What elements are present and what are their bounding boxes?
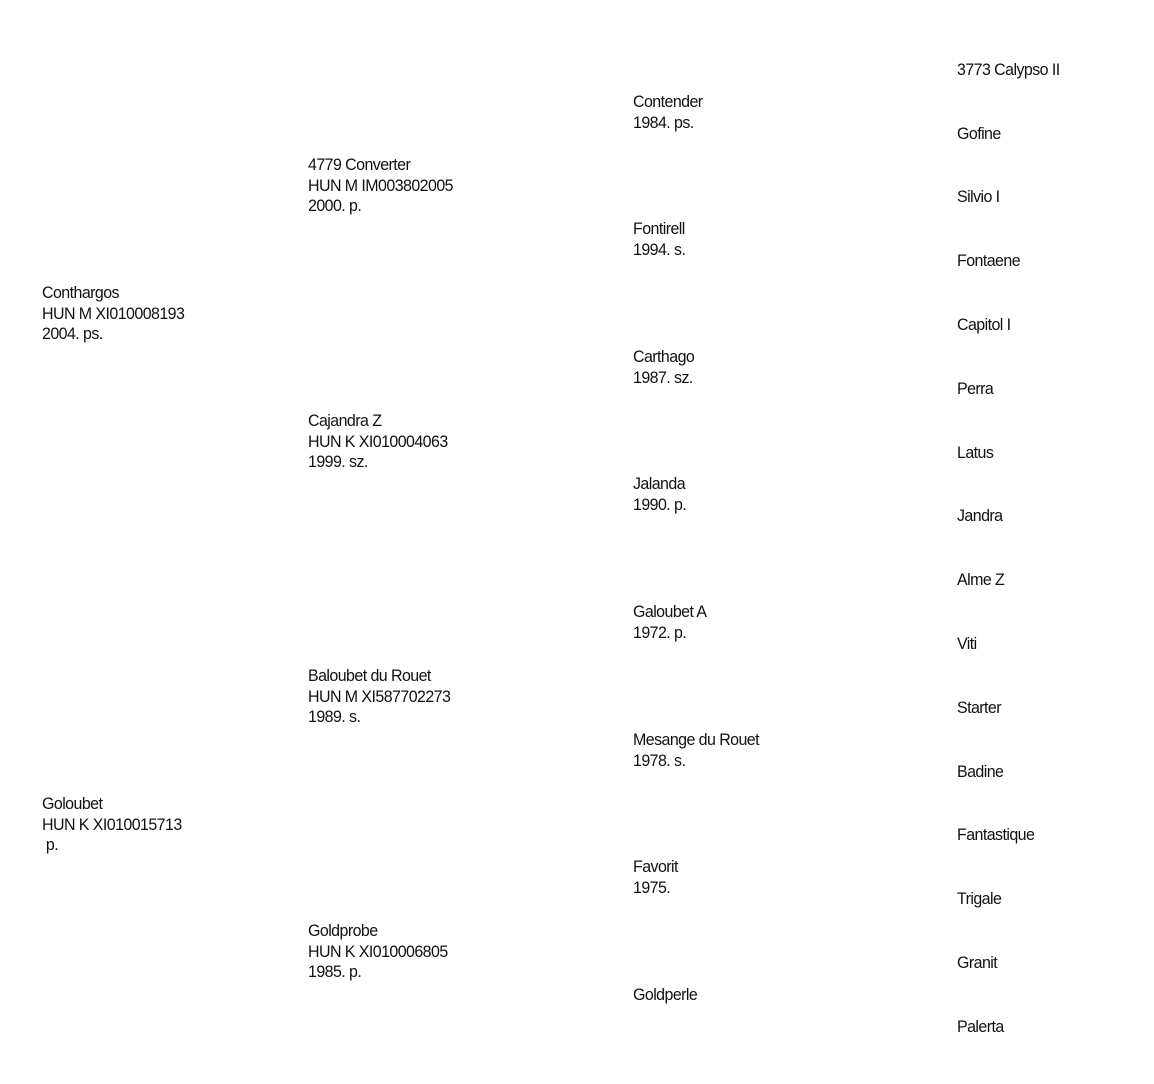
horse-birth: 1999. sz. <box>308 452 368 471</box>
horse-registration: HUN K XI010006805 <box>308 941 448 961</box>
horse-birth: p. <box>42 835 59 854</box>
horse-registration: HUN K XI010015713 <box>42 814 182 834</box>
horse-registration: HUN M XI010008193 <box>42 303 185 323</box>
horse-birth: 1978. s. <box>633 750 686 770</box>
horse-birth: 1975. <box>633 877 671 897</box>
horse-name: Badine <box>957 762 1004 781</box>
pedigree-horse-gen4 <box>957 60 1060 81</box>
horse-name: Silvio I <box>957 187 1000 206</box>
horse-name: Galoubet A <box>633 602 707 621</box>
pedigree-horse-gen4 <box>957 698 1001 719</box>
horse-birth: 1989. s. <box>308 707 361 726</box>
pedigree-horse-gen4 <box>957 379 993 400</box>
horse-name: Favorit <box>633 857 678 876</box>
pedigree-horse-dam <box>42 794 182 856</box>
pedigree-horse-gen2 <box>308 666 450 728</box>
horse-name: Jandra <box>957 506 1003 525</box>
horse-name: Perra <box>957 379 994 398</box>
pedigree-horse-gen3 <box>633 985 697 1006</box>
horse-birth: 1987. sz. <box>633 367 693 387</box>
horse-name: Capitol I <box>957 315 1011 334</box>
horse-name: Granit <box>957 953 998 972</box>
horse-name: Fontirell <box>633 219 685 238</box>
horse-name: 3773 Calypso II <box>957 60 1060 79</box>
horse-name: Goloubet <box>42 794 103 813</box>
pedigree-horse-gen3 <box>633 474 686 515</box>
pedigree-horse-gen3 <box>633 92 703 133</box>
horse-name: Jalanda <box>633 474 686 493</box>
horse-name: Viti <box>957 634 977 653</box>
horse-name: Fontaene <box>957 251 1021 270</box>
horse-birth: 2000. p. <box>308 196 362 215</box>
horse-name: Contender <box>633 92 703 111</box>
horse-birth: 1972. p. <box>633 622 687 642</box>
horse-name: 4779 Converter <box>308 155 411 174</box>
horse-birth: 1990. p. <box>633 494 687 514</box>
pedigree-horse-gen4 <box>957 443 993 464</box>
horse-name: Palerta <box>957 1017 1004 1036</box>
pedigree-horse-gen2 <box>308 411 448 473</box>
pedigree-horse-gen3 <box>633 730 759 771</box>
pedigree-horse-gen4 <box>957 634 977 655</box>
horse-registration: HUN M XI587702273 <box>308 686 451 706</box>
pedigree-horse-gen4 <box>957 124 1001 145</box>
horse-name: Fantastique <box>957 825 1035 844</box>
horse-birth: 1985. p. <box>308 962 362 981</box>
pedigree-horse-gen3 <box>633 347 694 388</box>
pedigree-horse-gen4 <box>957 953 997 974</box>
pedigree-horse-gen4 <box>957 825 1034 846</box>
pedigree-horse-gen4 <box>957 315 1011 336</box>
pedigree-horse-gen4 <box>957 1017 1004 1038</box>
horse-birth: 1994. s. <box>633 239 686 259</box>
pedigree-horse-gen4 <box>957 506 1002 527</box>
horse-name: Alme Z <box>957 570 1005 589</box>
horse-birth: 1984. ps. <box>633 112 694 132</box>
pedigree-horse-gen4 <box>957 762 1003 783</box>
pedigree-horse-gen4 <box>957 570 1004 591</box>
pedigree-horse-gen2 <box>308 921 448 983</box>
horse-name: Conthargos <box>42 283 119 302</box>
pedigree-horse-gen3 <box>633 857 678 898</box>
pedigree-horse-gen4 <box>957 187 1000 208</box>
pedigree-horse-gen4 <box>957 251 1020 272</box>
horse-registration: HUN M IM003802005 <box>308 175 453 195</box>
horse-name: Latus <box>957 443 994 462</box>
horse-name: Gofine <box>957 124 1001 143</box>
horse-birth: 2004. ps. <box>42 324 103 343</box>
pedigree-horse-gen4 <box>957 889 1001 910</box>
pedigree-horse-sire <box>42 283 184 345</box>
pedigree-horse-gen3 <box>633 602 706 643</box>
horse-name: Goldprobe <box>308 921 378 940</box>
horse-name: Cajandra Z <box>308 411 382 430</box>
horse-name: Goldperle <box>633 985 698 1004</box>
pedigree-horse-gen3 <box>633 219 685 260</box>
horse-name: Mesange du Rouet <box>633 730 760 749</box>
horse-name: Trigale <box>957 889 1002 908</box>
horse-registration: HUN K XI010004063 <box>308 431 448 451</box>
horse-name: Starter <box>957 698 1002 717</box>
horse-name: Carthago <box>633 347 695 366</box>
pedigree-horse-gen2 <box>308 155 453 217</box>
horse-name: Baloubet du Rouet <box>308 666 431 685</box>
